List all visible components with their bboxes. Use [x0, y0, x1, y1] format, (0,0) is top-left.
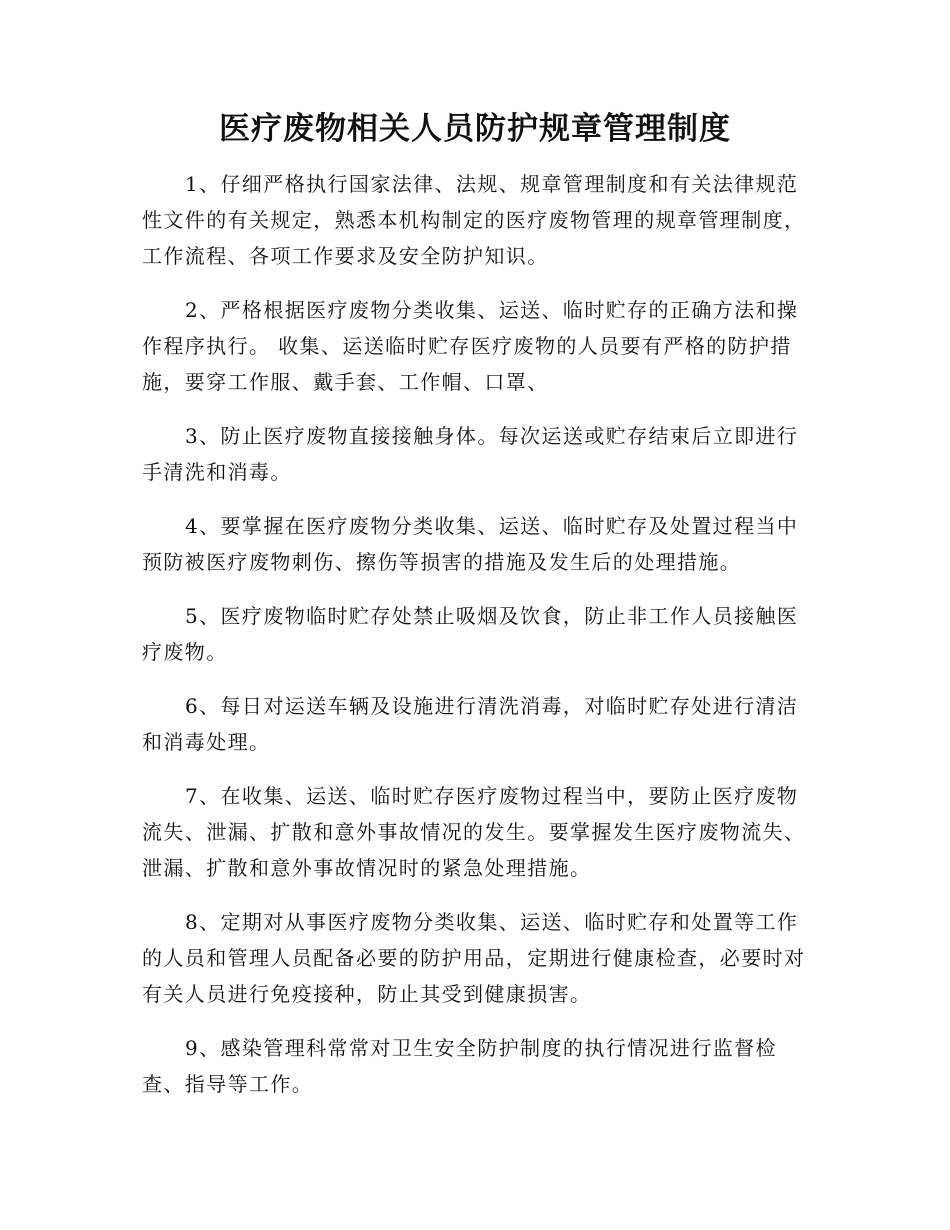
paragraph-7: 7、在收集、运送、临时贮存医疗废物过程当中，要防止医疗废物流失、泄漏、扩散和意外事故情况的发生。要掌握发生医疗废物流失、泄漏、扩散和意外事故情况时的紧急处理措施。 [142, 784, 806, 880]
paragraph-5: 5、医疗废物临时贮存处禁止吸烟及饮食，防止非工作人员接触医疗废物。 [142, 604, 799, 664]
document-title: 医疗废物相关人员防护规章管理制度 [219, 111, 731, 147]
paragraph-2: 2、严格根据医疗废物分类收集、运送、临时贮存的正确方法和操作程序执行。 收集、运送临时贮存医疗废物的人员要有严格的防护措施，要穿工作服、戴手套、工作帽、口罩、 [142, 298, 799, 394]
paragraph-4: 4、要掌握在医疗废物分类收集、运送、临时贮存及处置过程当中预防被医疗废物刺伤、擦伤等损害的措施及发生后的处理措施。 [142, 514, 799, 574]
paragraph-8: 8、定期对从事医疗废物分类收集、运送、临时贮存和处置等工作的人员和管理人员配备必要的防护用品，定期进行健康检查，必要时对有关人员进行免疫接种，防止其受到健康损害。 [142, 910, 806, 1006]
paragraph-1: 1、仔细严格执行国家法律、法规、规章管理制度和有关法律规范性文件的有关规定，熟悉本机构制定的医疗废物管理的规章管理制度，工作流程、各项工作要求及安全防护知识。 [142, 172, 806, 268]
paragraph-6: 6、每日对运送车辆及设施进行清洗消毒，对临时贮存处进行清洁和消毒处理。 [142, 694, 799, 754]
paragraph-9: 9、感染管理科常常对卫生安全防护制度的执行情况进行监督检查、指导等工作。 [142, 1036, 777, 1096]
paragraph-3: 3、防止医疗废物直接接触身体。每次运送或贮存结束后立即进行手清洗和消毒。 [142, 424, 799, 484]
